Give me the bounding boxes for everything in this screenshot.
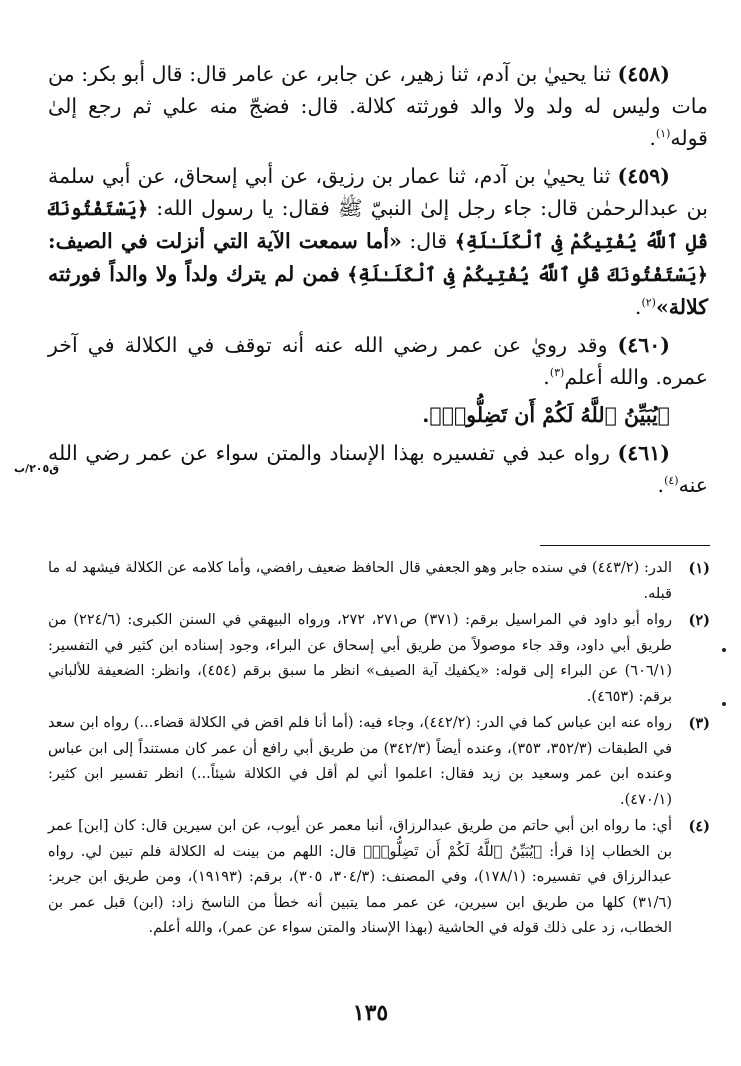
paragraph-461: (٤٦١) رواه عبد في تفسيره بهذا الإسناد والمتن سواء عن عمر رضي الله عنه$^{(٤)}$. — [48, 441, 708, 497]
footnote-1 — [48, 556, 710, 607]
paragraph-text: قال: — [409, 229, 448, 253]
margin-dot — [722, 648, 726, 652]
paragraph-text: ثنا يحييٰ بن آدم، ثنا زهير، عن جابر، عن عامر قال: قال أبو بكر: من مات وليس له ولد ولا والد فورثته كلالة. قال: فضجّ منه علي ثم رجع إلىٰ قوله — [48, 62, 708, 150]
paragraph-text: رواه عبد في تفسيره بهذا الإسناد والمتن سواء عن عمر رضي الله عنه — [48, 441, 708, 497]
quran-quote: ﴿يَسْتَفْتُونَكَ قُلِ ٱللَّهُ يُفْتِيكُمْ فِى ٱلْكَلَـٰلَةِ﴾ — [347, 264, 708, 286]
paragraph-458: (٤٥٨) ثنا يحييٰ بن آدم، ثنا زهير، عن جابر، عن عامر قال: قال أبو بكر: من مات وليس له ولد ولا والد فورثته كلالة. قال: فضجّ منه علي ثم رجع إلىٰ قوله$^{(١)}$. — [48, 62, 708, 150]
footnotes — [48, 556, 710, 943]
footnote-ref[interactable]: (٢) — [641, 296, 656, 310]
footnote-text: رواه أبو داود في المراسيل برقم: (٣٧١) ص٢٧١، ٢٧٢، ورواه البيهقي في السنن الكبرى: (٢٢٤/٦) من طريق أبي داود، وقد جاء موصولاً من طريق أبي إسحاق عن البراء، وجود إسناده ابن كثير في التفسير: (٦٠٦/١) عن البراء إلى قوله: «يكفيك آية الصيف» انظر ما سبق برقم (٤٥٤)، وانظر: الضعيفة للألباني برقم: (٤٦٥٣). — [48, 612, 673, 705]
paragraph-text: ثنا يحييٰ بن آدم، ثنا عمار بن رزيق، عن أبي إسحاق، عن أبي سلمة بن عبدالرحمٰن قال: جاء رجل إلىٰ النبيّ ﷺ فقال: يا رسول الله: — [48, 164, 708, 220]
paragraph-text: وقد رويٰ عن عمر رضي الله عنه أنه توقف في الكلالة في آخر عمره. والله أعلم — [48, 333, 708, 389]
footnote-ref[interactable]: (٤) — [664, 474, 679, 488]
paragraph-459: (٤٥٩) ثنا يحييٰ بن آدم، ثنا عمار بن رزيق، عن أبي إسحاق، عن أبي سلمة بن عبدالرحمٰن قال: جاء رجل إلىٰ النبيّ ﷺ فقال: يا رسول الله: ﴿يَسْتَفْتُونَكَ قُلِ ٱللَّهُ يُفْتِيكُمْ فِى ٱلْكَلَـٰلَةِ﴾ قال: «أما سمعت الآية التي أنزلت في الصيف: ﴿يَسْتَفْتُونَكَ قُلِ ٱللَّهُ يُفْتِيكُمْ فِى ٱلْكَلَـٰلَةِ﴾ فمن لم يترك ولداً ولا والداً فورثته كلالة»$^{(٢)}$. — [48, 164, 708, 319]
bold-quote: فمن لم يترك ولداً ولا والداً فورثته كلالة» — [48, 262, 708, 319]
hadith-number: (٤٦٠) — [617, 333, 670, 357]
manuscript-folio-marker: ق٢٠٥/ب — [14, 462, 60, 475]
footnote-4 — [48, 814, 710, 942]
footnote-text: الدر: (٤٤٣/٢) في سنده جابر وهو الجعفي قال الحافظ ضعيف رافضي، وأما كلامه عن الكلالة فيشهد له ما قبله. — [48, 560, 672, 602]
footnote-divider — [540, 545, 710, 546]
footnote-ref[interactable]: (٣) — [549, 366, 565, 380]
verse-heading: ﴿يُبَيِّنُ ٱللَّهُ لَكُمْ أَن تَضِلُّوا۟﴾. — [422, 403, 670, 427]
footnote-ref[interactable]: (١) — [655, 127, 671, 141]
hadith-number: (٤٥٨) — [617, 62, 670, 86]
footnote-text: أي: ما رواه ابن أبي حاتم من طريق عبدالرزاق، أنبا معمر عن أيوب، عن ابن سيرين قال: كان [ابن] عمر بن الخطاب إذا قرأ: ﴿يُبَيِّنُ ٱللَّهُ لَكُمْ أَن تَضِلُّوا۟﴾ قال: اللهم من بينت له الكلالة فلم تبين لي. رواه عبدالرزاق في تفسيره: (١٧٨/١)، وفي المصنف: (٣٠٤/٣، ٣٠٥)، برقم: (١٩١٩٣)، ومن طريق ابن جرير: (٣١/٦) كلها من طريق ابن سيرين، عن عمر مما يتبين أنه خطأ من الناسخ زاد: (ابن) قبل عمر بن الخطاب، زد على ذلك قوله في الحاشية (بهذا الإسناد والمتن سواء عن عمر)، والله أعلم. — [48, 818, 672, 936]
footnote-number: (٢) — [688, 612, 710, 629]
margin-dot — [722, 702, 726, 706]
hadith-number: (٤٥٩) — [617, 164, 670, 188]
footnote-number: (١) — [688, 560, 710, 577]
bold-quote: «أما سمعت الآية التي أنزلت في الصيف: — [48, 229, 402, 253]
footnote-3 — [48, 711, 710, 813]
paragraph-460: (٤٦٠) وقد رويٰ عن عمر رضي الله عنه أنه توقف في الكلالة في آخر عمره. والله أعلم$^{(٣)}$. — [48, 333, 708, 389]
footnote-number: (٣) — [688, 715, 710, 732]
footnote-text: رواه عنه ابن عباس كما في الدر: (٤٤٢/٢)، وجاء فيه: (أما أنا فلم اقض في الكلالة قضاء...) رواه ابن سعد في الطبقات (٣٥٢/٣، ٣٥٣)، وعنده أيضاً (٣٤٢/٣) من طريق أبي رافع أن عمر كان مستنداً إلى ابن عباس وعنده ابن عمر وسعيد بن زيد فقال: اعلموا أني لم أقل في الكلالة شيئاً...) انظر تفسير ابن كثير: (٤٧٠/١). — [48, 715, 673, 808]
hadith-number: (٤٦١) — [617, 441, 670, 465]
quran-quote: ﴿يَسْتَفْتُونَكَ قُلِ ٱللَّهُ يُفْتِيكُمْ فِى ٱلْكَلَـٰلَةِ﴾ — [48, 198, 708, 253]
footnote-2 — [48, 608, 710, 710]
main-text — [48, 58, 708, 507]
footnote-number: (٤) — [688, 818, 710, 835]
page-number: ١٣٥ — [352, 1000, 389, 1026]
